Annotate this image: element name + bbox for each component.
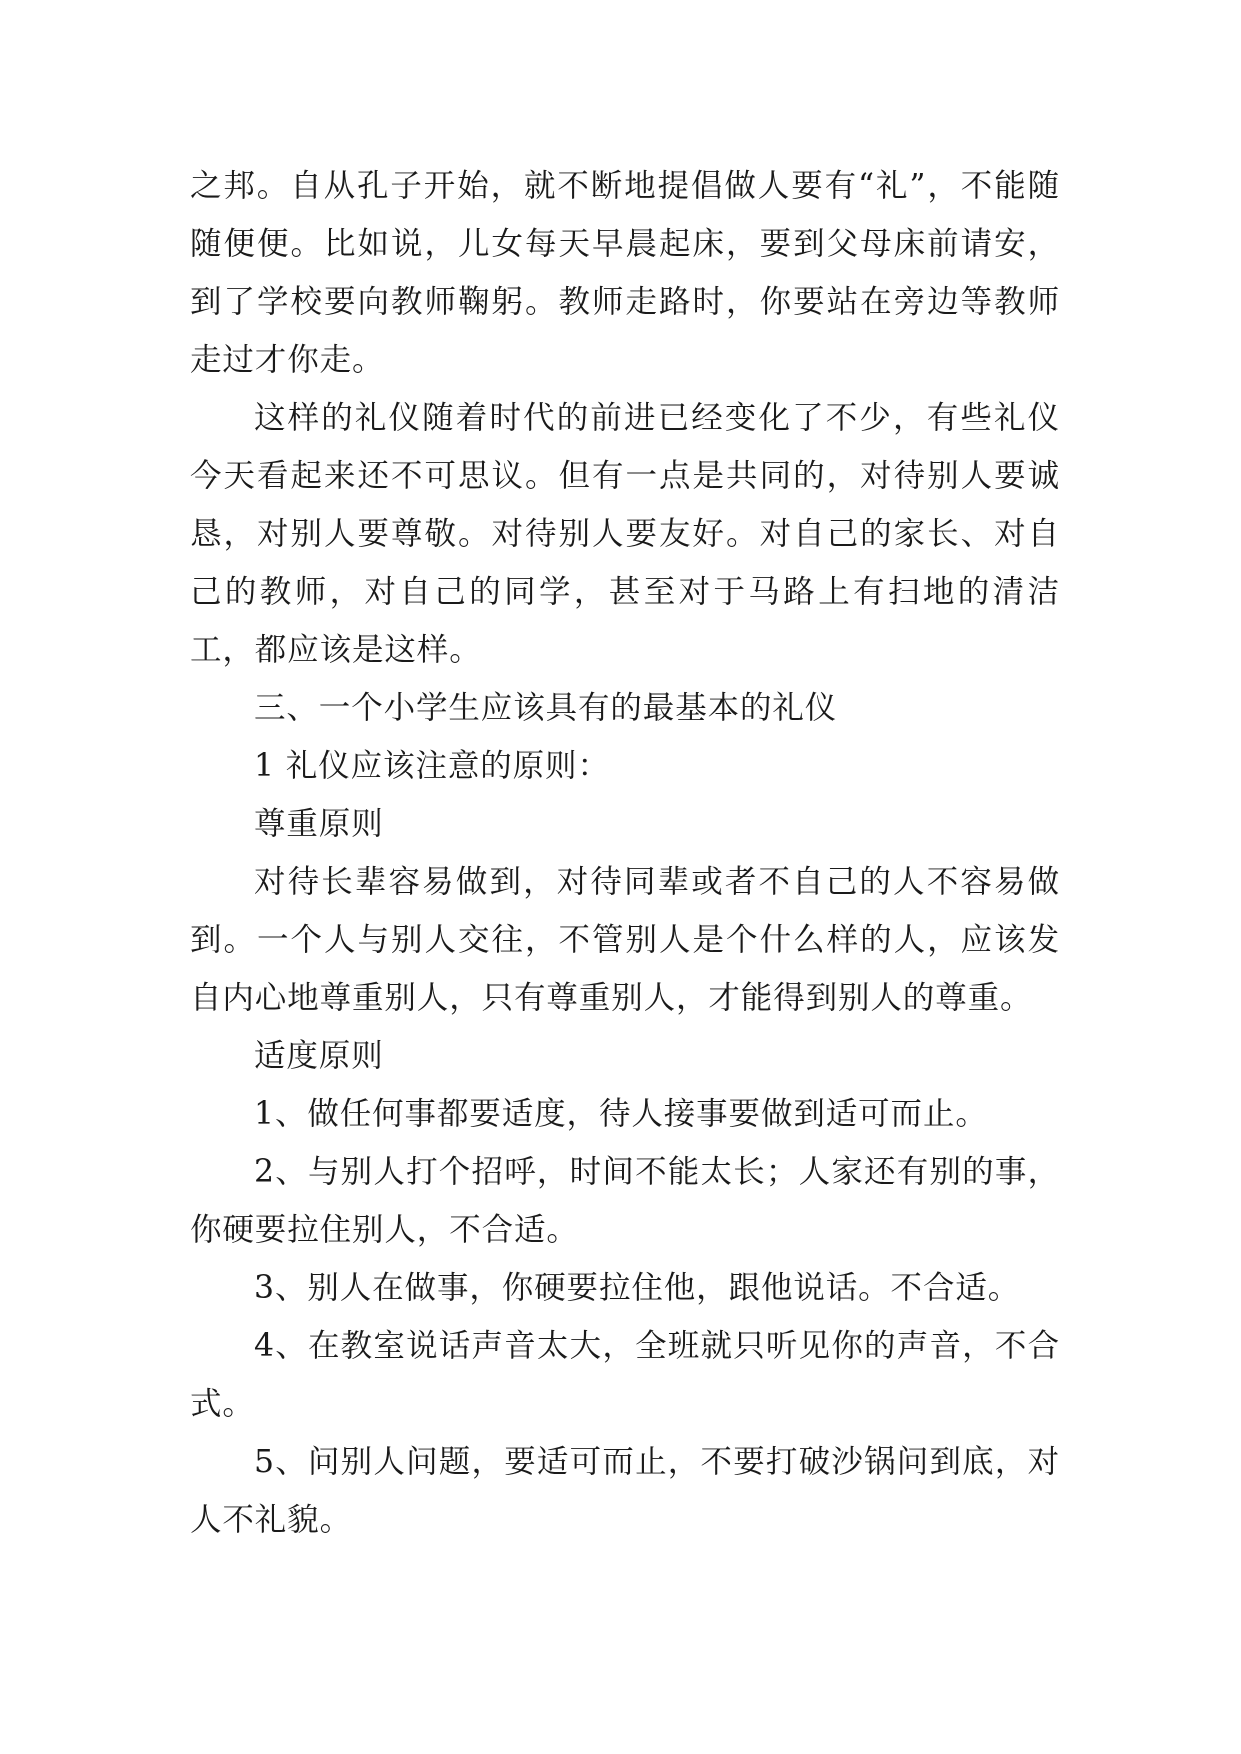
heading-respect-principle: 尊重原则 (254, 806, 384, 842)
section-heading-3: 三、一个小学生应该具有的最基本的礼仪 (254, 690, 838, 726)
list-item-3: 3、别人在做事，你硬要拉住他，跟他说话。不合适。 (254, 1270, 1021, 1306)
list-item-4: 4、在教室说话声音太大，全班就只听见你的声音，不合式。 (190, 1328, 1060, 1422)
heading-moderation-principle: 适度原则 (254, 1038, 384, 1074)
list-item-1: 1、做任何事都要适度，待人接事要做到适可而止。 (254, 1096, 988, 1132)
subheading-principles: 1 礼仪应该注意的原则： (254, 748, 610, 784)
document-body (190, 157, 1060, 1549)
paragraph-respect: 对待长辈容易做到，对待同辈或者不自己的人不容易做到。一个人与别人交往，不管别人是个什么样的人，应该发自内心地尊重别人，只有尊重别人，才能得到别人的尊重。 (190, 864, 1060, 1016)
list-item-2: 2、与别人打个招呼，时间不能太长；人家还有别的事，你硬要拉住别人，不合适。 (190, 1154, 1060, 1248)
paragraph-2: 这样的礼仪随着时代的前进已经变化了不少，有些礼仪今天看起来还不可思议。但有一点是共同的，对待别人要诚恳，对别人要尊敬。对待别人要友好。对自己的家长、对自己的教师，对自己的同学，甚至对于马路上有扫地的清洁工，都应该是这样。 (190, 400, 1060, 668)
list-item-5: 5、问别人问题，要适可而止，不要打破沙锅问到底，对人不礼貌。 (190, 1444, 1060, 1538)
paragraph-1: 之邦。自从孔子开始，就不断地提倡做人要有“礼”，不能随随便便。比如说，儿女每天早晨起床，要到父母床前请安，到了学校要向教师鞠躬。教师走路时，你要站在旁边等教师走过才你走。 (190, 168, 1060, 378)
